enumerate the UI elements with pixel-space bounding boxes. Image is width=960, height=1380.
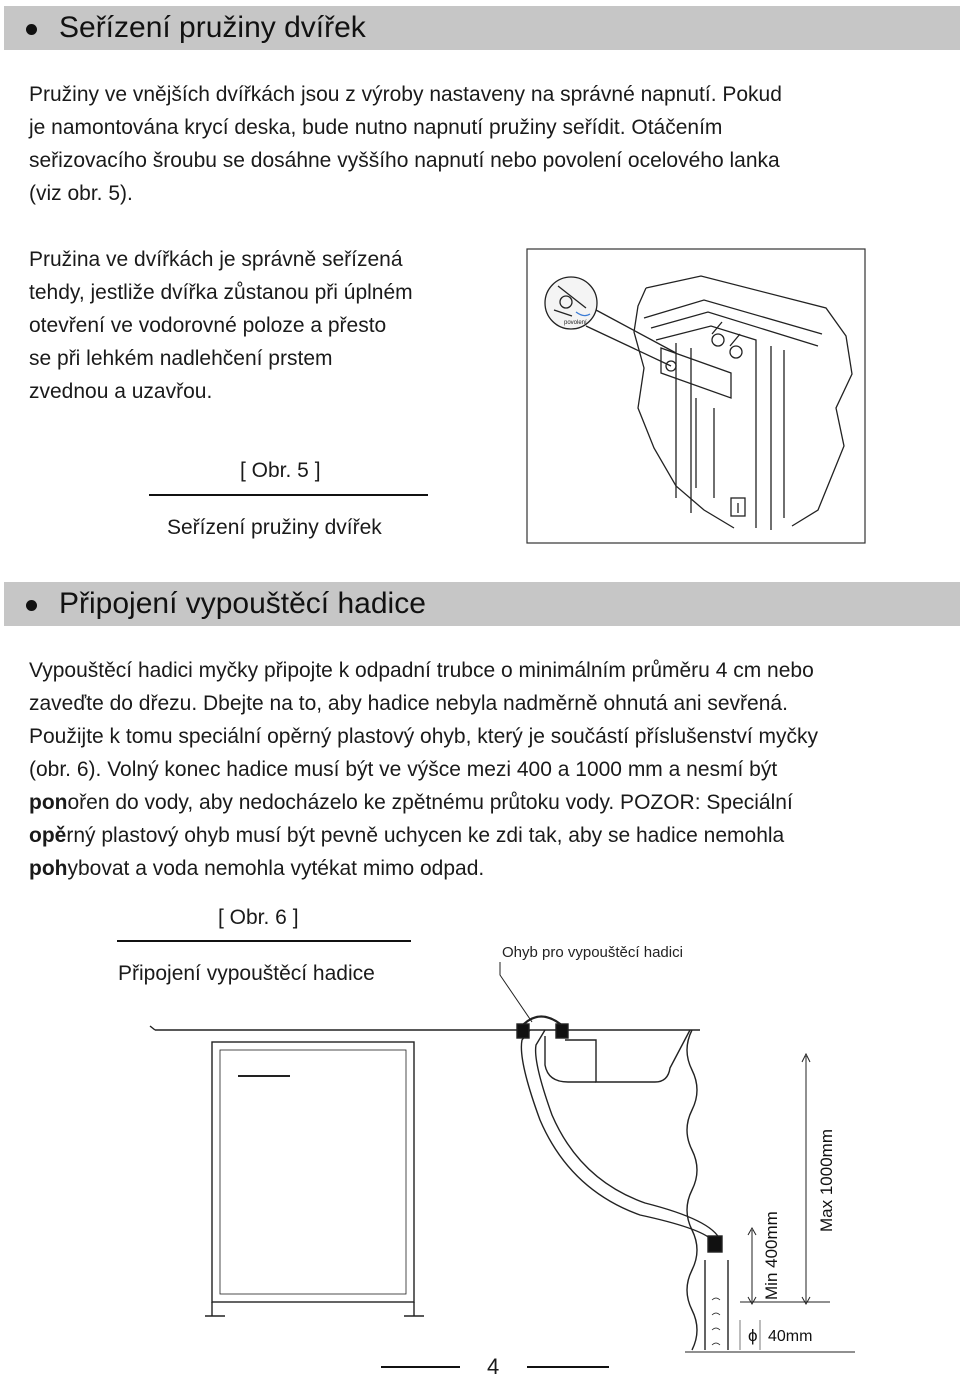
min-height-label: Min 400mm bbox=[762, 1211, 781, 1300]
figure-number: [ Obr. 5 ] bbox=[240, 459, 321, 482]
max-height-label: Max 1000mm bbox=[817, 1129, 836, 1232]
bullet-icon bbox=[26, 600, 37, 611]
section-header-drain-hose bbox=[4, 582, 960, 626]
paragraph-door-spring-intro bbox=[29, 78, 782, 210]
text-line bbox=[29, 852, 818, 885]
adjust-label: povolení bbox=[564, 320, 587, 326]
footer-rule-left bbox=[381, 1366, 460, 1368]
paragraph-drain-hose bbox=[29, 654, 818, 885]
section-title: Seřízení pružiny dvířek bbox=[59, 11, 366, 44]
text-line bbox=[29, 720, 818, 753]
figure-number: [ Obr. 6 ] bbox=[218, 906, 299, 929]
text-fragment: ořen do vody, aby nedocházelo ke zpětnému průtoku vody. POZOR: Speciální bbox=[67, 791, 793, 814]
diameter-label: 40mm bbox=[768, 1328, 813, 1345]
caption-divider bbox=[149, 494, 428, 496]
figure-caption: Připojení vypouštěcí hadice bbox=[118, 962, 375, 985]
section-header-door-spring bbox=[4, 6, 960, 50]
text-line: se při lehkém nadlehčení prstem bbox=[29, 347, 333, 370]
text-line: otevření ve vodorovné poloze a přesto bbox=[29, 314, 387, 337]
bold-fragment: poh bbox=[29, 857, 68, 880]
page-number: 4 bbox=[487, 1354, 500, 1379]
text-line: je namontována krycí deska, bude nutno napnutí pružiny seřídit. Otáčením bbox=[29, 116, 723, 139]
text-fragment: rný plastový ohyb musí být pevně uchycen ke zdi tak, aby se hadice nemohla bbox=[66, 824, 785, 847]
text-line bbox=[29, 687, 818, 720]
text-line bbox=[29, 819, 818, 852]
footer-rule-right bbox=[527, 1366, 609, 1368]
paragraph-door-spring-check bbox=[29, 243, 413, 408]
text-line: Pružina ve dvířkách je správně seřízená bbox=[29, 248, 403, 271]
text-line bbox=[29, 654, 818, 687]
text-line: zvednou a uzavřou. bbox=[29, 380, 213, 403]
text-line: seřizovacího šroubu se dosáhne vyššího napnutí nebo povolení ocelového lanka bbox=[29, 149, 780, 172]
bullet-icon bbox=[26, 24, 37, 35]
text-fragment: (obr. 6). Volný konec hadice musí být ve výšce mezi 400 a 1000 mm a nesmí být bbox=[29, 758, 778, 781]
text-line: tehdy, jestliže dvířka zůstanou při úplném bbox=[29, 281, 413, 304]
text-line: Pružiny ve vnějších dvířkách jsou z výroby nastaveny na správné napnutí. Pokud bbox=[29, 83, 782, 106]
section-title: Připojení vypouštěcí hadice bbox=[59, 587, 426, 620]
drain-hose-illustration bbox=[0, 935, 960, 1360]
bold-fragment: pon bbox=[29, 791, 68, 814]
text-fragment: Vypouštěcí hadici myčky připojte k odpadní trubce o minimálním průměru 4 cm nebo bbox=[29, 659, 814, 682]
figure-caption: Seřízení pružiny dvířek bbox=[167, 516, 382, 539]
diameter-icon: ϕ bbox=[748, 1326, 758, 1345]
text-fragment: Použijte k tomu speciální opěrný plastový ohyb, který je součástí příslušenství myčky bbox=[29, 725, 819, 748]
door-spring-illustration bbox=[526, 248, 866, 544]
text-line bbox=[29, 786, 818, 819]
text-line bbox=[29, 753, 818, 786]
hose-bend-callout: Ohyb pro vypouštěcí hadici bbox=[502, 944, 683, 961]
text-line: (viz obr. 5). bbox=[29, 182, 133, 205]
text-fragment: zaveďte do dřezu. Dbejte na to, aby hadice nebyla nadměrně ohnutá ani sevřená. bbox=[29, 692, 788, 715]
text-fragment: ybovat a voda nemohla vytékat mimo odpad. bbox=[67, 857, 485, 880]
bold-fragment: opě bbox=[29, 824, 67, 847]
